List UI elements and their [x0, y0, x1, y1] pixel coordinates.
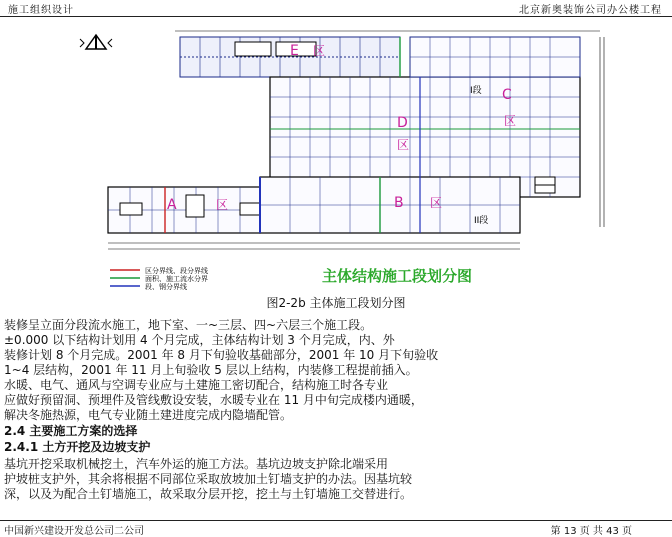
footer-page-number: 第 13 页 共 43 页 [550, 526, 632, 537]
zone-label-d-qu: 区 [397, 138, 410, 152]
body-line-4: 1~4 层结构，2001 年 11 月上旬验收 5 层以上结构，内装修工程提前插入。 [4, 363, 418, 377]
body2-line-2: 护坡桩支护外，其余将根据不同部位采取放坡加土钉墙支护的办法。因基坑较 [4, 472, 413, 486]
section-heading: 2.4 主要施工方案的选择 [4, 424, 138, 438]
zone-label-b: B [394, 195, 404, 211]
section-label-2: II段 [474, 216, 489, 226]
zone-label-c-qu: 区 [504, 114, 517, 128]
body-line-1: 装修呈立面分段流水施工，地下室、一~三层、四~六层三个施工段。 [4, 318, 373, 332]
body2-line-3: 深，以及为配合土钉墙施工，故采取分层开挖，挖土与土钉墙施工交替进行。 [4, 487, 413, 501]
footer-company: 中国新兴建设开发总公司二公司 [4, 526, 144, 537]
page-footer [0, 520, 672, 536]
body2-line-1: 基坑开挖采取机械挖土，汽车外运的施工方法。基坑边坡支护除北端采用 [4, 457, 389, 471]
legend-item-2: 面积、施工流水分界 [145, 275, 208, 283]
legend [110, 266, 208, 291]
legend-item-3: 段、钢分界线 [145, 283, 187, 291]
north-arrow-icon [80, 35, 112, 49]
map-title: 主体结构施工段划分图 [322, 267, 473, 285]
header-left: 施工组织设计 [8, 5, 74, 16]
header-right: 北京新奥装饰公司办公楼工程 [519, 5, 662, 16]
section-label-1: I段 [470, 86, 482, 96]
body-line-6: 应做好预留洞、预埋件及管线敷设安装，水暖专业在 11 月中旬完成楼内通暖， [4, 393, 423, 407]
wing-a [108, 187, 260, 233]
plan-drawing [0, 17, 672, 292]
construction-section-plan [0, 17, 672, 292]
body-line-2: ±0.000 以下结构计划用 4 个月完成，主体结构计划 3 个月完成，内、外 [4, 333, 395, 347]
subsection-heading: 2.4.1 土方开挖及边坡支护 [4, 440, 151, 454]
zone-label-d: D [397, 115, 408, 131]
zone-label-a: A [167, 197, 177, 213]
body-line-7: 解决冬施热源，电气专业随土建进度完成内隐墙配管。 [4, 408, 293, 422]
zone-label-b-qu: 区 [430, 196, 443, 210]
legend-item-1: 区分界线、段分界线 [145, 267, 208, 275]
zone-label-c: C [502, 87, 512, 103]
page-header [0, 0, 672, 17]
body-line-5: 水暖、电气、通风与空调专业应与土建施工密切配合，结构施工时各专业 [4, 378, 389, 392]
zone-label-a-qu: 区 [216, 198, 229, 212]
zone-label-e: E [290, 43, 299, 59]
figure-caption: 图2-2b 主体施工段划分图 [266, 296, 406, 310]
zone-label-e-qu: 区 [313, 44, 326, 58]
body-line-3: 装修计划 8 个月完成。2001 年 8 月下旬验收基础部分，2001 年 10 月下旬验收 [4, 348, 439, 362]
